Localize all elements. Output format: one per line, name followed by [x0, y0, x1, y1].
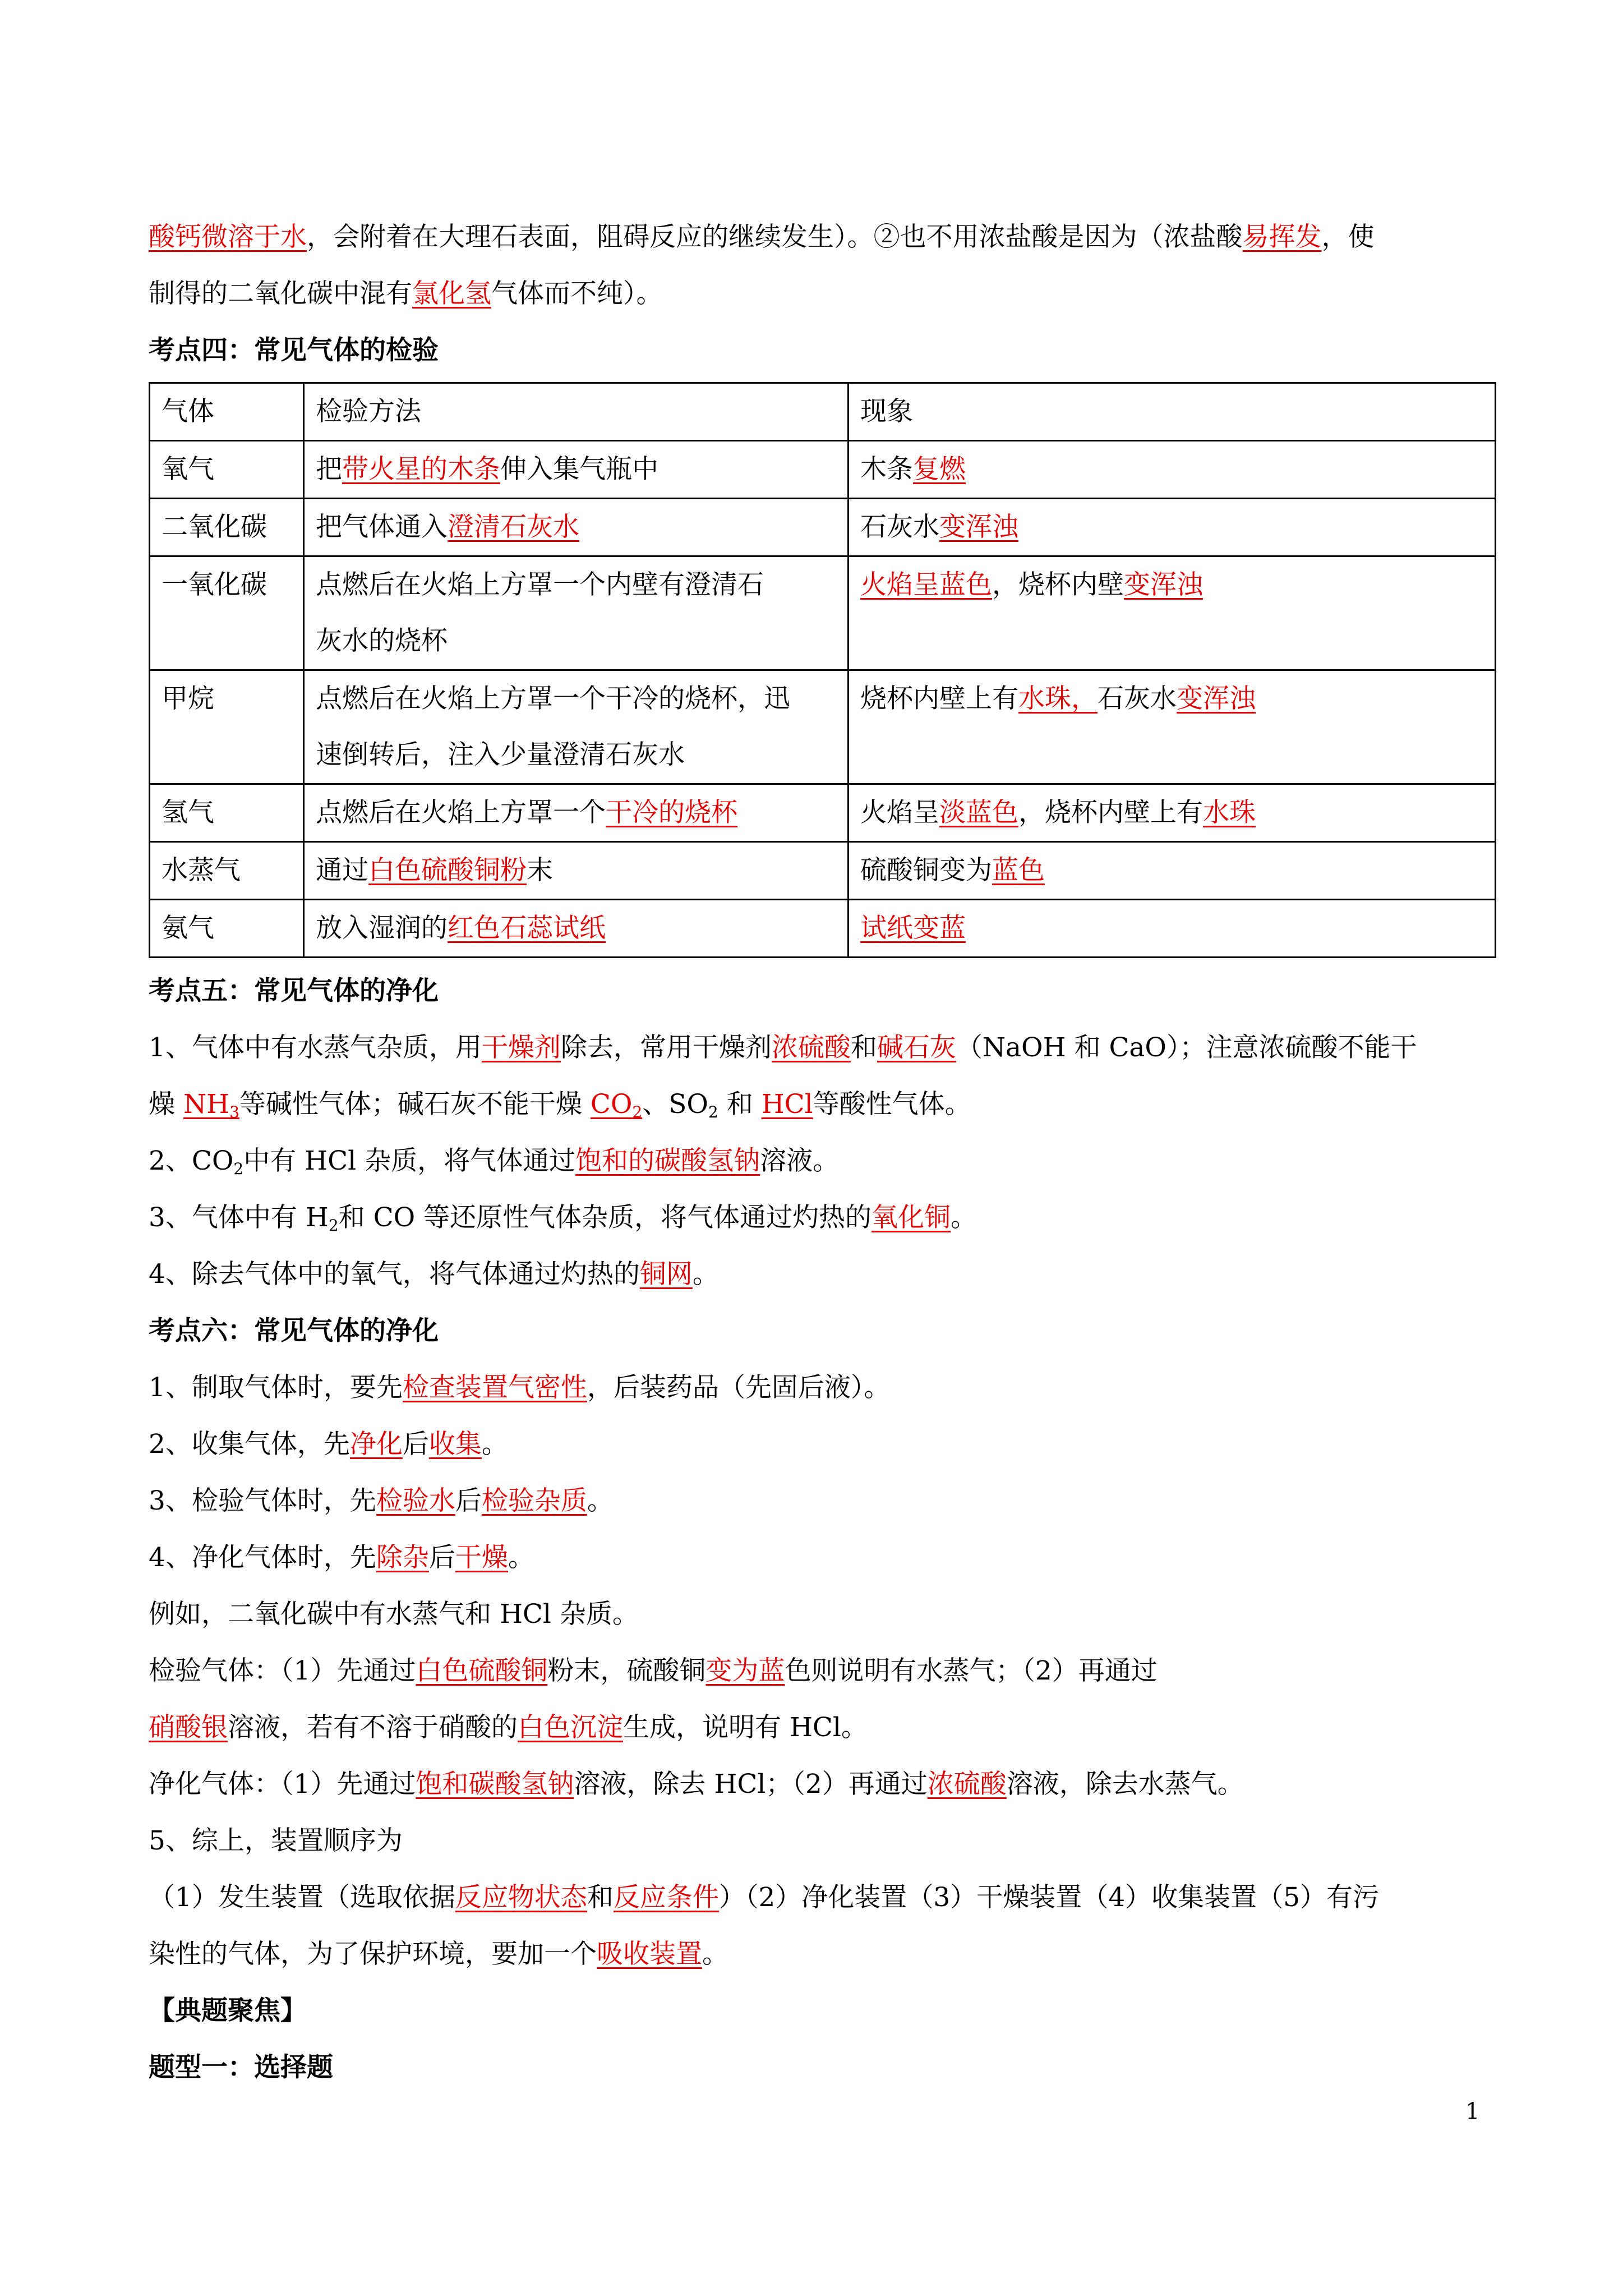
answer-text: 检验杂质 [481, 1485, 587, 1516]
phenomenon-cell [849, 900, 1496, 958]
body-text: 速倒转后，注入少量澄清石灰水 [316, 739, 685, 770]
answer-text: 蓝色 [992, 855, 1045, 886]
answer-text: 浓硫酸 [927, 1769, 1007, 1800]
method-cell [304, 556, 849, 670]
table-row [150, 441, 1496, 499]
table-row [150, 499, 1496, 556]
s5-item-1 [149, 1019, 1495, 1076]
table-row [150, 900, 1496, 958]
table-row [150, 842, 1496, 900]
answer-text: 淡蓝色 [939, 797, 1018, 828]
s6-item-3 [149, 1473, 1495, 1529]
method-cell [304, 784, 849, 842]
body-text: 等酸性气体。 [813, 1089, 971, 1120]
phenomenon-cell [849, 499, 1496, 556]
body-text: 。 [481, 1429, 508, 1460]
answer-text: 白色沉淀 [518, 1712, 623, 1743]
answer-text: 澄清石灰水 [448, 512, 579, 542]
body-text: 灰水的烧杯 [316, 625, 448, 656]
body-text: 溶液，除去 HCl；（2）再通过 [574, 1769, 928, 1800]
body-text: 燥 [149, 1089, 183, 1120]
body-text: 木条 [860, 454, 913, 485]
answer-text: 带火星的木条 [342, 454, 500, 485]
page-number: 1 [1465, 2099, 1480, 2124]
s6-test-line-1 [149, 1642, 1495, 1699]
body-text: 净化气体：（1）先通过 [149, 1769, 416, 1800]
body-text: 和 [718, 1089, 762, 1120]
s6-order-line-2 [149, 1926, 1495, 1982]
intro-line-2 [149, 265, 1495, 322]
body-text: 生成，说明有 HCl。 [623, 1712, 868, 1743]
answer-text: 检查装置气密性 [402, 1372, 587, 1403]
gas-cell: 氢气 [150, 784, 304, 842]
section-6-title: 考点六：常见气体的净化 [149, 1315, 439, 1346]
answer-text: 铜网 [639, 1259, 693, 1290]
body-text: 石灰水 [1098, 683, 1177, 714]
body-text: 放入湿润的 [316, 913, 448, 944]
subscript: 2 [632, 1103, 643, 1121]
method-cell [304, 670, 849, 784]
body-text: 中有 HCl 杂质，将气体通过 [243, 1145, 576, 1176]
subscript: 2 [233, 1159, 244, 1178]
answer-text: 变为蓝 [706, 1655, 785, 1686]
answer-text: 净化 [349, 1429, 403, 1460]
body-text: 伸入集气瓶中 [500, 454, 658, 485]
body-text: 色则说明有水蒸气；（2）再通过 [785, 1655, 1158, 1686]
body-text: 火焰呈 [860, 797, 939, 828]
body-text: （1）发生装置（选取依据 [149, 1882, 455, 1913]
body-text: 通过 [316, 855, 368, 886]
body-text: 。 [587, 1485, 614, 1516]
body-text: ，烧杯内壁 [992, 569, 1124, 600]
gas-cell: 甲烷 [150, 670, 304, 784]
answer-text: 火焰呈蓝色 [860, 569, 992, 600]
subscript: 3 [229, 1103, 239, 1121]
answer-text: 易挥发 [1242, 222, 1322, 252]
phenomenon-cell [849, 670, 1496, 784]
answer-text: 酸钙微溶于水 [149, 222, 307, 252]
s6-item-2 [149, 1416, 1495, 1473]
body-text: 粉末，硫酸铜 [547, 1655, 706, 1686]
answer-text: 饱和碳酸氢钠 [416, 1769, 574, 1800]
body-text: ，会附着在大理石表面，阻碍反应的继续发生）。②也不用浓盐酸是因为（浓盐酸 [307, 222, 1243, 252]
body-text: 点燃后在火焰上方罩一个 [316, 797, 606, 828]
body-text: 除去，常用干燥剂 [560, 1032, 772, 1063]
body-text: 溶液。 [760, 1145, 840, 1176]
body-text: 3、检验气体时，先 [149, 1485, 376, 1516]
header-method: 检验方法 [304, 383, 849, 441]
method-cell [304, 441, 849, 499]
body-text: 石灰水 [860, 512, 939, 542]
method-cell [304, 842, 849, 900]
body-text: 染性的气体，为了保护环境，要加一个 [149, 1939, 597, 1970]
gas-cell: 氨气 [150, 900, 304, 958]
table-row [150, 784, 1496, 842]
answer-text: 饱和的碳酸氢钠 [575, 1145, 760, 1176]
gas-cell: 氧气 [150, 441, 304, 499]
answer-text: 检验水 [376, 1485, 455, 1516]
s5-item-4 [149, 1246, 1495, 1303]
formula: NH [183, 1089, 230, 1120]
body-text: 2、CO [149, 1145, 234, 1176]
answer-text: 变浑浊 [1177, 683, 1256, 714]
phenomenon-cell [849, 556, 1496, 670]
answer-text: 浓硫酸 [771, 1032, 851, 1063]
body-text: ，使 [1321, 222, 1375, 252]
answer-text: 红色石蕊试纸 [448, 913, 606, 944]
body-text: 硫酸铜变为 [860, 855, 992, 886]
s5-item-1-cont [149, 1076, 1495, 1133]
body-text: 把气体通入 [316, 512, 448, 542]
body-text: 后 [428, 1542, 455, 1573]
section-5-title: 考点五：常见气体的净化 [149, 976, 439, 1006]
body-text: 末 [527, 855, 553, 886]
s5-item-3 [149, 1189, 1495, 1246]
body-text: 。 [508, 1542, 534, 1573]
body-text: 烧杯内壁上有 [860, 683, 1018, 714]
body-text: 。 [702, 1939, 728, 1970]
body-text: 和 [587, 1882, 614, 1913]
answer-text [591, 1089, 642, 1120]
s6-item-4 [149, 1529, 1495, 1586]
section-4-title: 考点四：常见气体的检验 [149, 335, 439, 366]
gas-cell: 水蒸气 [150, 842, 304, 900]
body-text: 点燃后在火焰上方罩一个内壁有澄清石 [316, 569, 764, 600]
answer-text: 干燥 [455, 1542, 508, 1573]
body-text: ，烧杯内壁上有 [1018, 797, 1203, 828]
body-text: 4、净化气体时，先 [149, 1542, 376, 1573]
answer-text: 变浑浊 [1124, 569, 1203, 600]
body-text: 1、气体中有水蒸气杂质，用 [149, 1032, 482, 1063]
answer-text: 水珠， [1018, 683, 1098, 714]
body-text: 、SO [642, 1089, 708, 1120]
body-text: 等碱性气体；碱石灰不能干燥 [239, 1089, 591, 1120]
body-text: ，后装药品（先固后液）。 [587, 1372, 891, 1403]
body-text: ）（2）净化装置（3）干燥装置（4）收集装置（5）有污 [718, 1882, 1380, 1913]
answer-text: 反应条件 [613, 1882, 719, 1913]
answer-text: 吸收装置 [597, 1939, 702, 1970]
body-text: 4、除去气体中的氧气，将气体通过灼热的 [149, 1259, 640, 1290]
body-text: 制得的二氧化碳中混有 [149, 278, 412, 309]
subscript: 2 [708, 1103, 718, 1121]
gas-cell: 二氧化碳 [150, 499, 304, 556]
answer-text: HCl [761, 1089, 813, 1120]
s5-item-2 [149, 1133, 1495, 1189]
gas-cell: 一氧化碳 [150, 556, 304, 670]
method-cell [304, 499, 849, 556]
answer-text [183, 1089, 239, 1120]
s6-item-5: 5、综上，装置顺序为 [149, 1825, 403, 1856]
phenomenon-cell [849, 842, 1496, 900]
phenomenon-cell [849, 441, 1496, 499]
s6-test-line-2 [149, 1699, 1495, 1756]
body-text: 后 [402, 1429, 429, 1460]
answer-text: 硝酸银 [149, 1712, 228, 1743]
body-text: 溶液，若有不溶于硝酸的 [228, 1712, 518, 1743]
answer-text: 碱石灰 [877, 1032, 956, 1063]
answer-text: 白色硫酸铜 [416, 1655, 548, 1686]
gas-detection-table [149, 382, 1496, 958]
s6-purify-line [149, 1756, 1495, 1812]
body-text: 把 [316, 454, 342, 485]
body-text: 和 CO 等还原性气体杂质，将气体通过灼热的 [338, 1202, 872, 1233]
answer-text: 干冷的烧杯 [606, 797, 737, 828]
s6-example: 例如，二氧化碳中有水蒸气和 HCl 杂质。 [149, 1599, 639, 1630]
answer-text: 干燥剂 [481, 1032, 561, 1063]
body-text: 气体而不纯）。 [491, 278, 663, 309]
table-row [150, 556, 1496, 670]
phenomenon-cell [849, 784, 1496, 842]
table-header-row [150, 383, 1496, 441]
intro-line-1 [149, 209, 1495, 265]
answer-text: 氧化铜 [872, 1202, 951, 1233]
answer-text: 变浑浊 [939, 512, 1018, 542]
answer-text: 试纸变蓝 [860, 913, 966, 944]
body-text: 溶液，除去水蒸气。 [1006, 1769, 1244, 1800]
body-text: 点燃后在火焰上方罩一个干冷的烧杯，迅 [316, 683, 790, 714]
answer-text: 除杂 [376, 1542, 429, 1573]
s6-item-1 [149, 1359, 1495, 1416]
body-text: 后 [455, 1485, 482, 1516]
body-text: 1、制取气体时，要先 [149, 1372, 403, 1403]
subscript: 2 [328, 1216, 339, 1235]
body-text: 3、气体中有 H [149, 1202, 329, 1233]
s6-order-line-1 [149, 1869, 1495, 1926]
answer-text: 氯化氢 [412, 278, 491, 309]
body-text: 2、收集气体，先 [149, 1429, 350, 1460]
body-text: 。 [951, 1202, 978, 1233]
answer-text: 水珠 [1203, 797, 1256, 828]
answer-text: 反应物状态 [455, 1882, 587, 1913]
body-text: （NaOH 和 CaO）；注意浓硫酸不能干 [956, 1032, 1417, 1063]
header-gas: 气体 [150, 383, 304, 441]
table-row [150, 670, 1496, 784]
question-type-heading: 题型一：选择题 [149, 2052, 333, 2083]
formula: CO [590, 1089, 633, 1120]
page-content [149, 209, 1495, 2096]
body-text: 。 [692, 1259, 719, 1290]
answer-text: 复燃 [913, 454, 966, 485]
method-cell [304, 900, 849, 958]
header-phenomenon: 现象 [849, 383, 1496, 441]
focus-heading: 【典题聚焦】 [149, 1995, 307, 2026]
body-text: 和 [850, 1032, 877, 1063]
body-text: 检验气体：（1）先通过 [149, 1655, 416, 1686]
answer-text: 收集 [428, 1429, 482, 1460]
answer-text: 白色硫酸铜粉 [368, 855, 527, 886]
